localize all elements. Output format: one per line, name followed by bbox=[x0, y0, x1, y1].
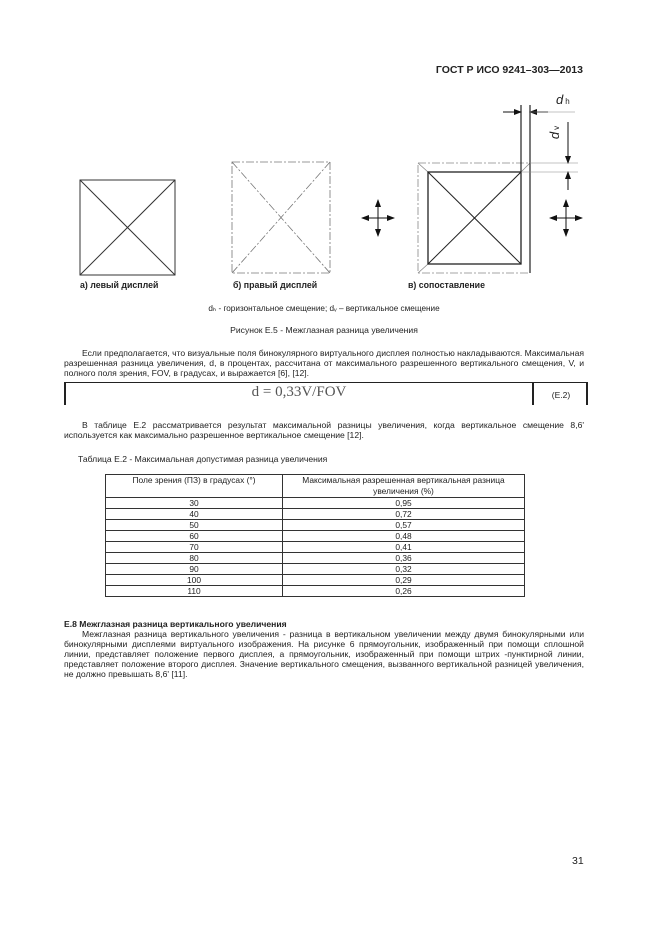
formula-number: (E.2) bbox=[532, 383, 588, 405]
document-header: ГОСТ Р ИСО 9241–303—2013 bbox=[435, 64, 583, 76]
cell-fov: 30 bbox=[106, 498, 283, 509]
cell-max-diff: 0,41 bbox=[283, 542, 525, 553]
table-row bbox=[106, 498, 525, 509]
table-row bbox=[106, 553, 525, 564]
section-e8 bbox=[64, 619, 584, 679]
cell-fov: 90 bbox=[106, 564, 283, 575]
table-row bbox=[106, 575, 525, 586]
table-row bbox=[106, 531, 525, 542]
table-row bbox=[106, 564, 525, 575]
table-row bbox=[106, 520, 525, 531]
header-fov: Поле зрения (ПЗ) в градусах (°) bbox=[106, 475, 283, 498]
cell-max-diff: 0,57 bbox=[283, 520, 525, 531]
page-number: 31 bbox=[572, 855, 584, 867]
table-header-row bbox=[106, 475, 525, 498]
cell-max-diff: 0,95 bbox=[283, 498, 525, 509]
formula-expression: d = 0,33V/FOV bbox=[251, 384, 347, 400]
figure-legend: dₕ - горизонтальное смещение; dᵥ – вертикальное смещение bbox=[208, 304, 440, 313]
right-display-square bbox=[232, 162, 330, 273]
header-max-diff: Максимальная разрешенная вертикальная разница увеличения (%) bbox=[283, 475, 525, 498]
cell-fov: 110 bbox=[106, 586, 283, 597]
cell-fov: 100 bbox=[106, 575, 283, 586]
table-row bbox=[106, 586, 525, 597]
section-text: Межглазная разница вертикального увеличения - разница в вертикальном увеличении между двумя бинокулярными или бинокулярными дисплеями виртуального изображения. На рисунке 6 прямоугольник, изображенный при помощи сплошной линии, представляет положение первого дисплея, а прямоугольник, изображенный при помощи штрих -пунктирной линии, представляет положение второго дисплея. Значение вертикального смещения, вызванного вертикальной разницей увеличения, не должно превышать 8,6' [11]. bbox=[64, 629, 584, 679]
table-row bbox=[106, 509, 525, 520]
paragraph-1: Если предполагается, что визуальные поля бинокулярного виртуального дисплея полностью накладываются. Максимальная разрешенная разница увеличения, d, в процентах, рассчитана от максимального разрешенного вертикального смещения, V, и полного поля зрения, FOV, в градусах, и выражается [6], [12]. bbox=[64, 348, 584, 378]
cell-max-diff: 0,72 bbox=[283, 509, 525, 520]
table-row bbox=[106, 542, 525, 553]
cell-max-diff: 0,26 bbox=[283, 586, 525, 597]
caption-right-display: б) правый дисплей bbox=[233, 280, 318, 290]
cell-fov: 60 bbox=[106, 531, 283, 542]
cell-fov: 50 bbox=[106, 520, 283, 531]
figure-title: Рисунок Е.5 - Межглазная разница увеличения bbox=[230, 325, 418, 335]
cell-fov: 40 bbox=[106, 509, 283, 520]
figure-e5 bbox=[0, 0, 661, 300]
cell-max-diff: 0,48 bbox=[283, 531, 525, 542]
cell-max-diff: 0,29 bbox=[283, 575, 525, 586]
move-arrows-icon bbox=[362, 200, 394, 236]
table-caption: Таблица Е.2 - Максимальная допустимая разница увеличения bbox=[78, 454, 328, 464]
magnification-table bbox=[105, 474, 525, 597]
caption-comparison: в) сопоставление bbox=[408, 280, 485, 290]
cell-max-diff: 0,32 bbox=[283, 564, 525, 575]
move-arrows-icon-2 bbox=[550, 200, 582, 236]
formula-e2 bbox=[64, 382, 588, 405]
dh-label: dh bbox=[556, 92, 570, 107]
cell-fov: 70 bbox=[106, 542, 283, 553]
left-display-square bbox=[80, 180, 175, 275]
paragraph-2: В таблице Е.2 рассматривается результат максимальной разницы увеличения, когда вертикальное смещение 8,6' используется как максимально разрешенное вертикальное смещение [12]. bbox=[64, 420, 584, 440]
section-heading: Е.8 Межглазная разница вертикального увеличения bbox=[64, 619, 287, 629]
caption-left-display: а) левый дисплей bbox=[80, 280, 159, 290]
dv-label: dv bbox=[547, 125, 563, 140]
cell-fov: 80 bbox=[106, 553, 283, 564]
cell-max-diff: 0,36 bbox=[283, 553, 525, 564]
